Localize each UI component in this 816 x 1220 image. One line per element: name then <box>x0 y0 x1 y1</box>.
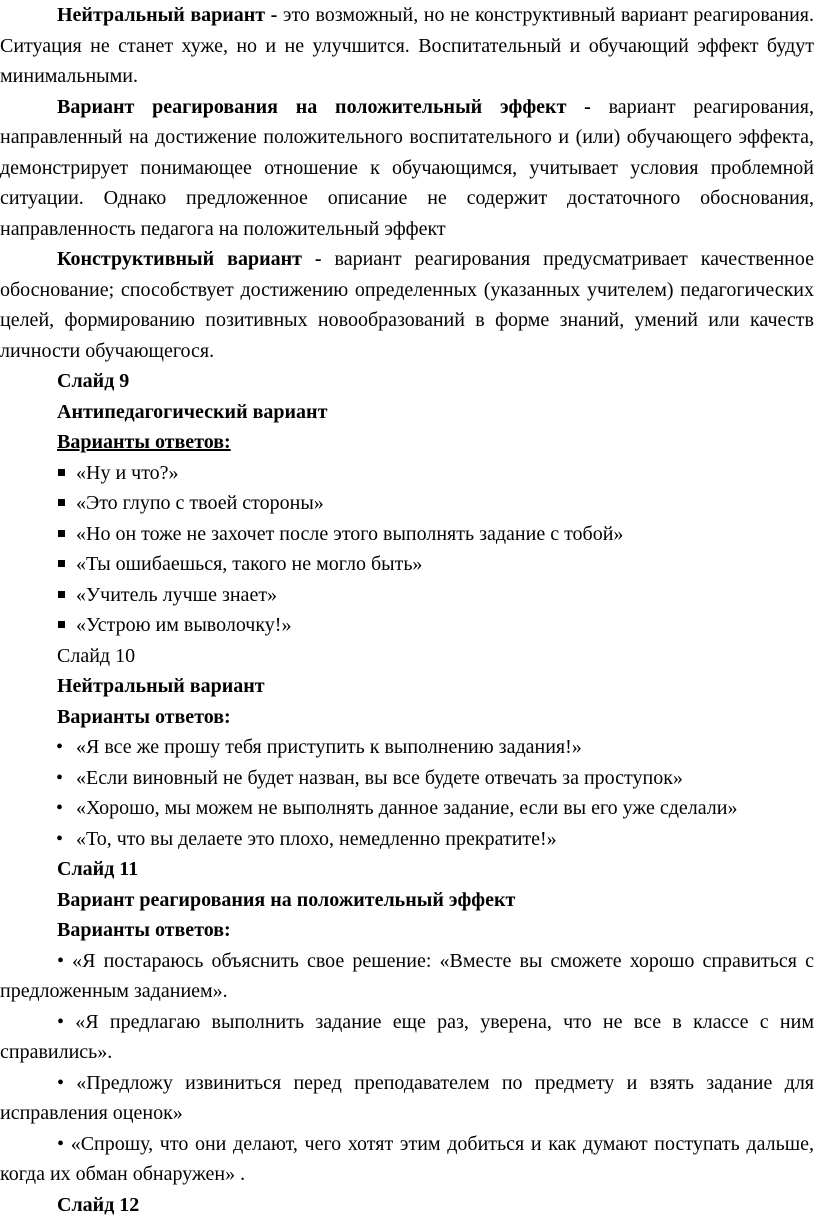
term: Конструктивный вариант - <box>57 248 335 270</box>
bullet-icon: • <box>57 950 64 972</box>
answers-label: Варианты ответов: <box>0 702 814 733</box>
bullet-icon: • <box>56 793 63 824</box>
definition-text: это возможный, но не конструктивный вариант реагирования. Ситуация не станет хуже, но и не улучшится. Воспитательный и обучающий эффект будут минимальными. <box>0 4 814 87</box>
section-title: Антипедагогический вариант <box>0 397 814 428</box>
definition-positive <box>0 92 814 245</box>
answer-paragraph: • «Предложу извиниться перед преподавателем по предмету и взять задание для исправления оценок» <box>0 1068 814 1129</box>
list-item: «Ты ошибаешься, такого не могло быть» <box>0 549 814 580</box>
answers-label: Варианты ответов: <box>0 915 814 946</box>
term: Вариант реагирования на положительный эффект - <box>57 96 609 118</box>
answer-list <box>0 732 814 854</box>
list-item: • «То, что вы делаете это плохо, немедленно прекратите!» <box>0 824 814 855</box>
bullet-icon: • <box>56 763 63 794</box>
section-title: Вариант реагирования на положительный эффект <box>0 885 814 916</box>
slide-heading: Слайд 11 <box>0 854 814 885</box>
square-bullet-icon <box>58 469 65 476</box>
list-item: «Устрою им выволочку!» <box>0 610 814 641</box>
answer-paragraph: • «Я предлагаю выполнить задание еще раз, уверена, что не все в классе с ним справились». <box>0 1007 814 1068</box>
bullet-icon: • <box>56 824 63 855</box>
list-item: • «Я все же прошу тебя приступить к выполнению задания!» <box>0 732 814 763</box>
answer-paragraph: • «Спрошу, что они делают, чего хотят этим добиться и как думают поступать дальше, когда их обман обнаружен» . <box>0 1129 814 1190</box>
square-bullet-icon <box>58 560 65 567</box>
list-item: • «Хорошо, мы можем не выполнять данное задание, если вы его уже сделали» <box>0 793 814 824</box>
section-title: Нейтральный вариант <box>0 671 814 702</box>
square-bullet-icon <box>58 530 65 537</box>
definition-text: вариант реагирования предусматривает качественное обоснование; способствует достижению определенных (указанных учителем) педагогических целей, формированию позитивных новообразований в форме знаний, умений или качеств личности обучающегося. <box>0 248 814 362</box>
bullet-icon: • <box>57 1072 64 1094</box>
answer-paragraph: • «Я постараюсь объяснить свое решение: «Вместе вы сможете хорошо справиться с предложенным заданием». <box>0 946 814 1007</box>
square-bullet-icon <box>58 499 65 506</box>
slide-heading: Слайд 12 <box>0 1190 814 1220</box>
bullet-icon: • <box>57 1011 64 1033</box>
bullet-icon: • <box>56 732 63 763</box>
slide-heading: Слайд 10 <box>0 641 814 672</box>
answers-label: Варианты ответов: <box>0 427 814 458</box>
slide-heading: Слайд 9 <box>0 366 814 397</box>
list-item: «Учитель лучше знает» <box>0 580 814 611</box>
bullet-icon: • <box>57 1133 64 1155</box>
list-item: «Это глупо с твоей стороны» <box>0 488 814 519</box>
list-item: «Ну и что?» <box>0 458 814 489</box>
list-item: «Но он тоже не захочет после этого выполнять задание с тобой» <box>0 519 814 550</box>
square-bullet-icon <box>58 591 65 598</box>
definition-text: вариант реагирования, направленный на достижение положительного воспитательного и (или) обучающего эффекта, демонстрирует понимающее отношение к обучающимся, учитывает условия проблемной ситуации. Однако предложенное описание не содержит достаточного обоснования, направленность педагога на положительный эффект <box>0 96 814 240</box>
answer-list <box>0 458 814 641</box>
definition-constructive <box>0 244 814 366</box>
term: Нейтральный вариант - <box>57 4 283 26</box>
square-bullet-icon <box>58 621 65 628</box>
list-item: • «Если виновный не будет назван, вы все будете отвечать за проступок» <box>0 763 814 794</box>
definition-neutral <box>0 0 814 92</box>
